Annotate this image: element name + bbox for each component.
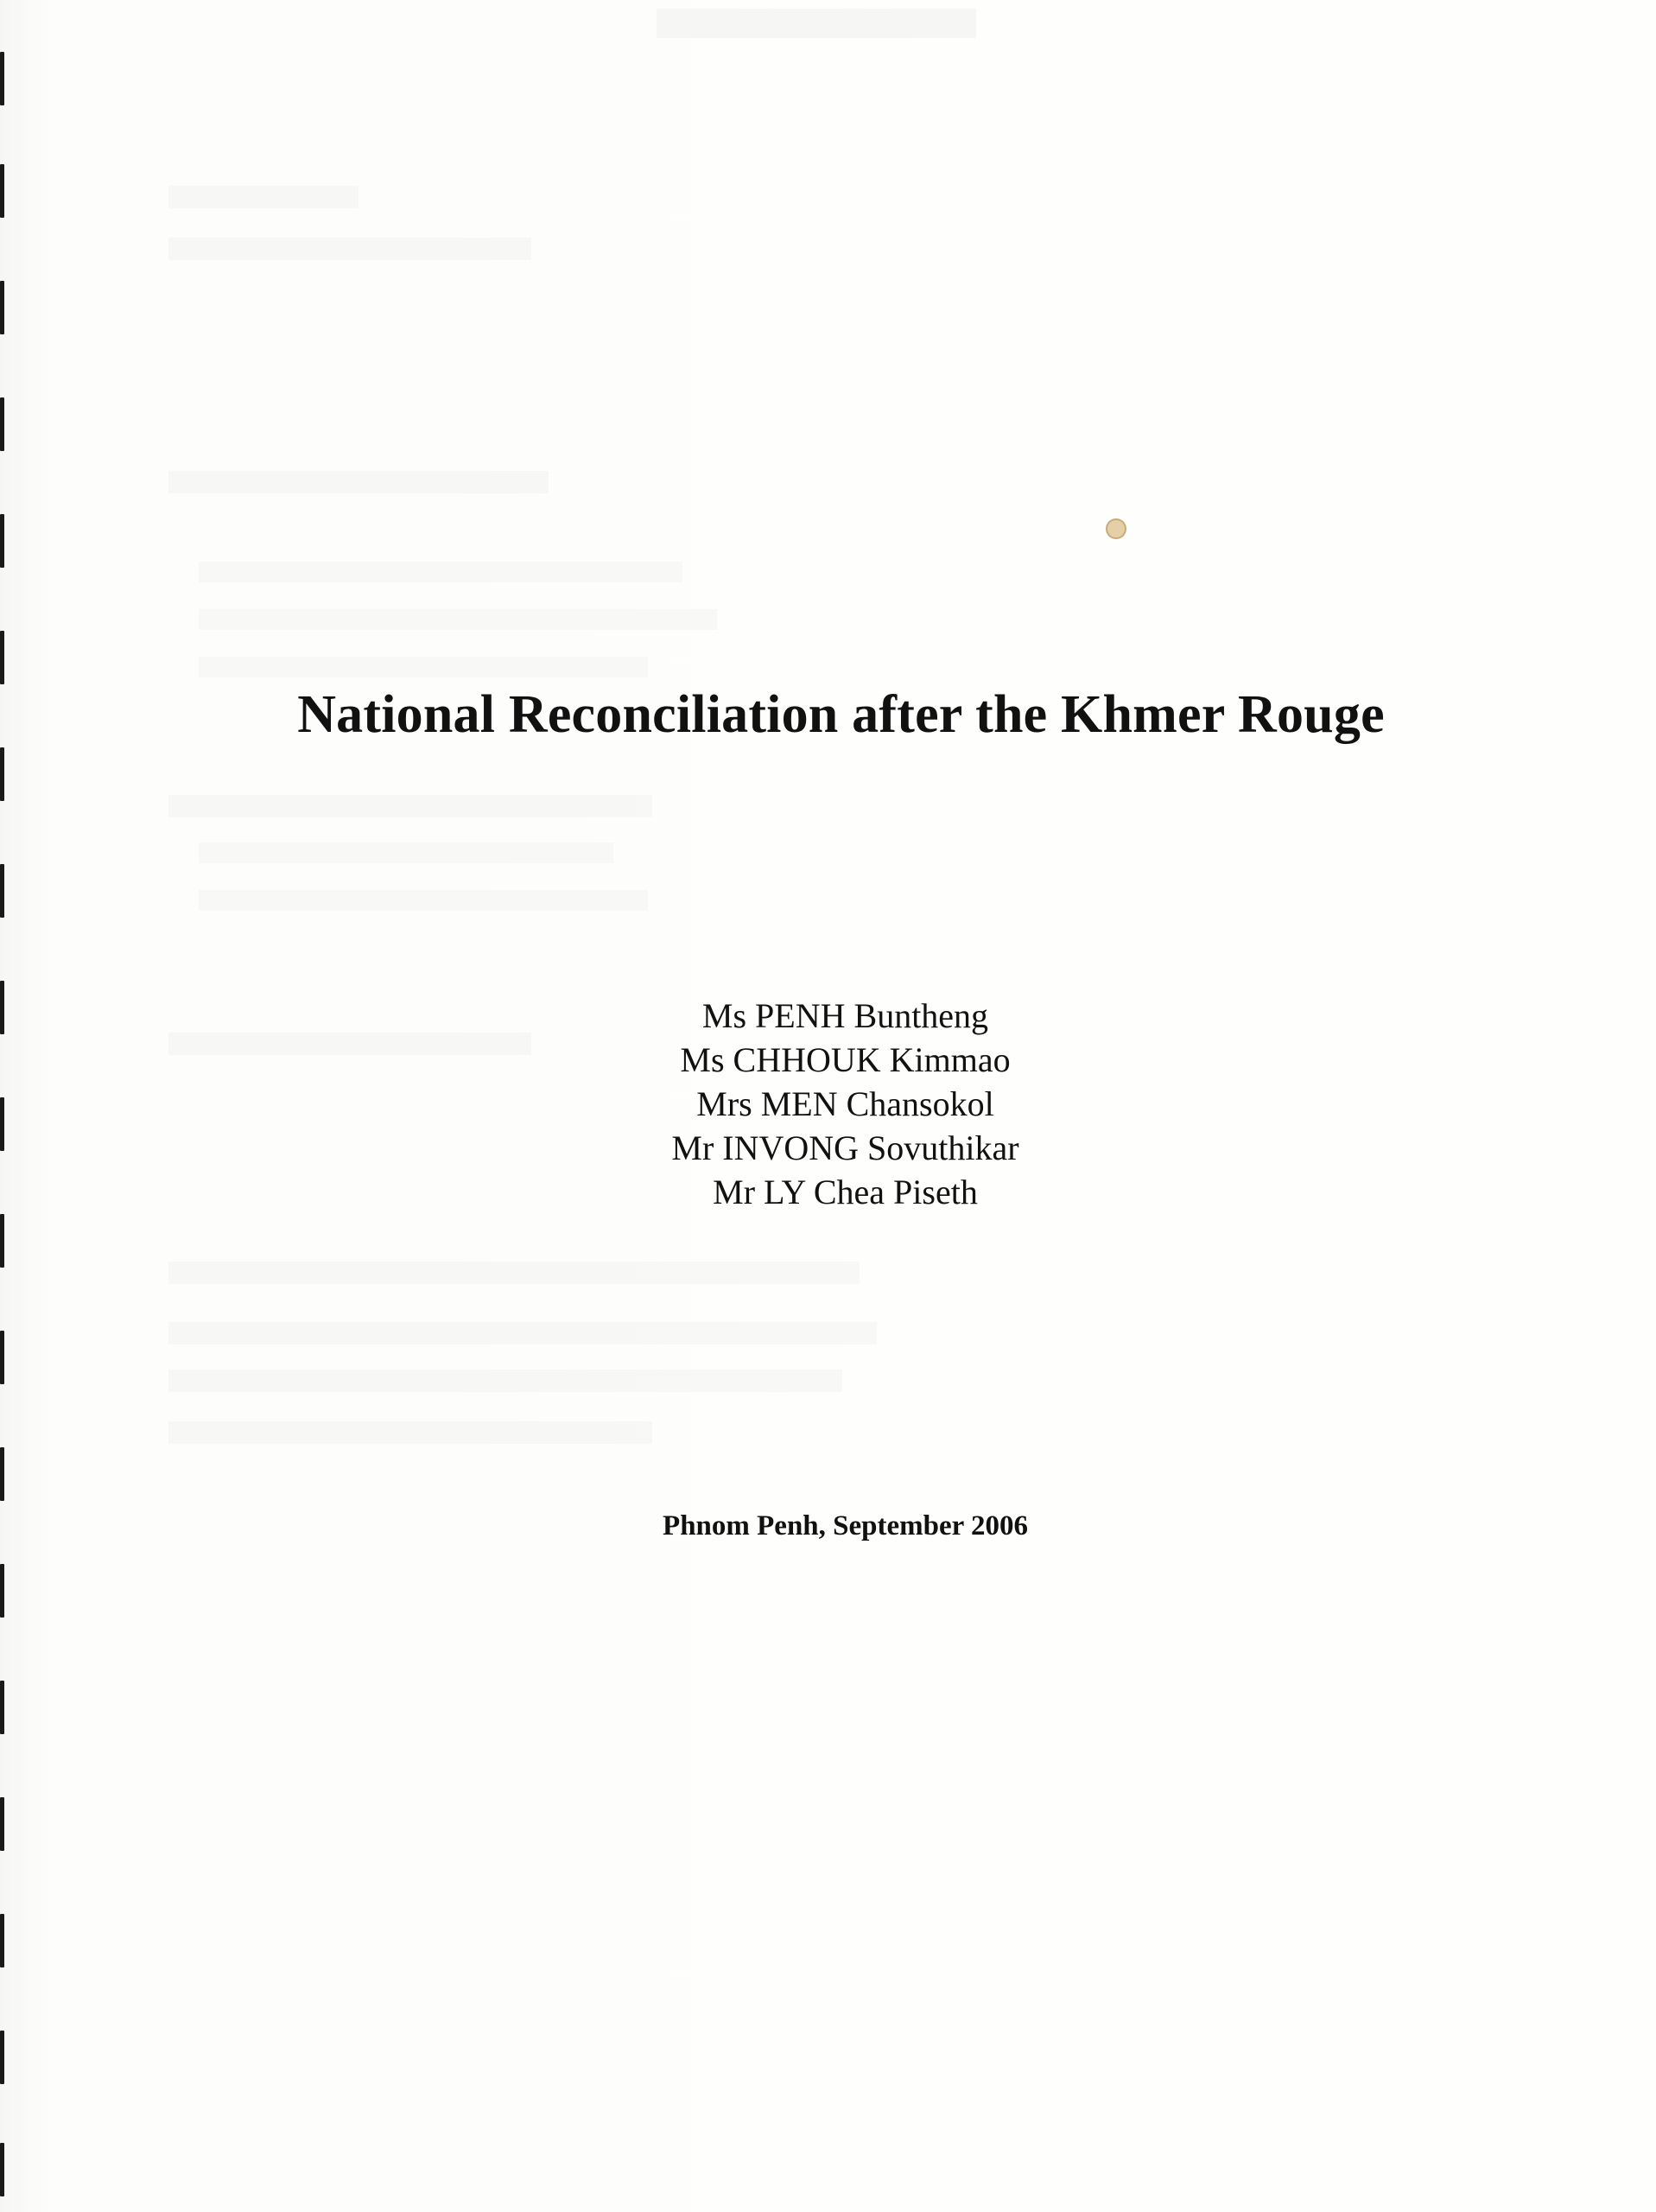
author-name: Mr LY Chea Piseth [713, 1173, 978, 1211]
place-and-date: Phnom Penh, September 2006 [663, 1510, 1028, 1541]
document-title: National Reconciliation after the Khmer Rouge [297, 685, 1385, 744]
author-list [0, 994, 1656, 1214]
author-name: Ms CHHOUK Kimmao [680, 1040, 1011, 1079]
author-name: Mr INVONG Sovuthikar [671, 1128, 1019, 1167]
author-name: Mrs MEN Chansokol [696, 1084, 994, 1123]
author-name: Ms PENH Buntheng [701, 996, 989, 1035]
paper-stain [1106, 518, 1126, 539]
